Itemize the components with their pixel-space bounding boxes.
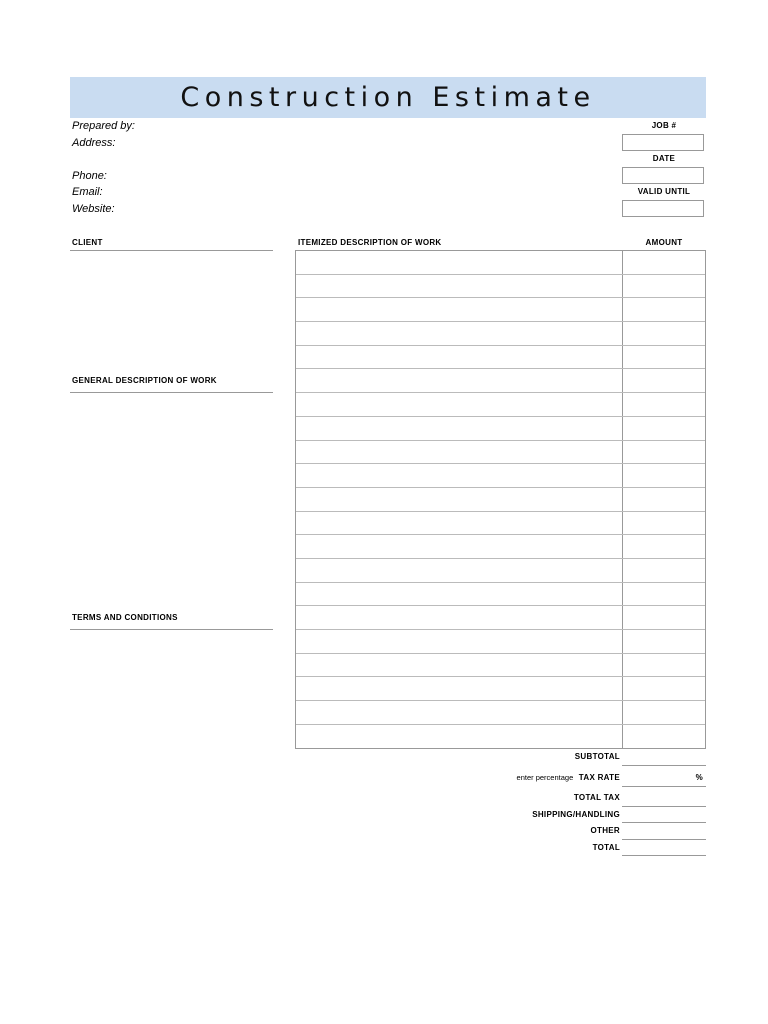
item-amount-cell[interactable] [623,606,705,629]
item-description-cell[interactable] [296,725,623,749]
client-divider [70,250,273,251]
item-amount-cell[interactable] [623,535,705,558]
item-description-cell[interactable] [296,701,623,724]
title-banner [70,77,706,118]
table-row [296,393,705,417]
client-field[interactable] [70,252,273,370]
itemized-table [295,250,706,749]
item-description-cell[interactable] [296,559,623,582]
general-description-divider [70,392,273,393]
item-description-cell[interactable] [296,677,623,700]
table-row [296,725,705,749]
subtotal-label: SUBTOTAL [574,752,620,761]
tax-rate-divider [622,786,706,787]
table-row [296,677,705,701]
table-row [296,322,705,346]
item-amount-cell[interactable] [623,654,705,677]
item-amount-cell[interactable] [623,322,705,345]
item-description-cell[interactable] [296,535,623,558]
item-description-cell[interactable] [296,298,623,321]
total-field[interactable] [622,855,706,856]
amount-header: AMOUNT [645,238,683,247]
item-amount-cell[interactable] [623,583,705,606]
item-amount-cell[interactable] [623,346,705,369]
table-row [296,441,705,465]
table-row [296,512,705,536]
item-description-cell[interactable] [296,441,623,464]
item-amount-cell[interactable] [623,441,705,464]
page-title: Construction Estimate [180,82,596,113]
item-description-cell[interactable] [296,346,623,369]
table-row [296,583,705,607]
item-description-cell[interactable] [296,393,623,416]
phone-label: Phone: [72,170,107,182]
itemized-description-header: ITEMIZED DESCRIPTION OF WORK [298,238,442,247]
table-row [296,701,705,725]
item-description-cell[interactable] [296,630,623,653]
date-label: DATE [652,154,676,163]
client-heading: CLIENT [72,238,103,247]
table-row [296,654,705,678]
tax-rate-label: TAX RATE [578,773,620,782]
total-label: TOTAL [592,843,620,852]
item-description-cell[interactable] [296,464,623,487]
table-row [296,464,705,488]
item-amount-cell[interactable] [623,630,705,653]
table-row [296,559,705,583]
item-amount-cell[interactable] [623,488,705,511]
item-description-cell[interactable] [296,275,623,298]
other-label: OTHER [590,826,620,835]
table-row [296,630,705,654]
item-amount-cell[interactable] [623,512,705,535]
valid-until-label: VALID UNTIL [637,187,691,196]
terms-heading: TERMS AND CONDITIONS [72,613,178,622]
tax-rate-field[interactable] [622,773,703,783]
item-description-cell[interactable] [296,322,623,345]
item-amount-cell[interactable] [623,417,705,440]
shipping-field[interactable] [622,822,706,823]
table-row [296,251,705,275]
shipping-label: SHIPPING/HANDLING [532,810,620,819]
total-tax-label: TOTAL TAX [573,793,620,802]
item-amount-cell[interactable] [623,251,705,274]
item-description-cell[interactable] [296,654,623,677]
table-row [296,298,705,322]
general-description-heading: GENERAL DESCRIPTION OF WORK [72,376,217,385]
item-amount-cell[interactable] [623,275,705,298]
item-description-cell[interactable] [296,606,623,629]
job-number-label: JOB # [651,121,677,130]
table-row [296,417,705,441]
item-amount-cell[interactable] [623,559,705,582]
table-row [296,275,705,299]
item-description-cell[interactable] [296,417,623,440]
tax-rate-row [517,773,620,783]
item-amount-cell[interactable] [623,298,705,321]
item-amount-cell[interactable] [623,393,705,416]
item-amount-cell[interactable] [623,369,705,392]
general-description-field[interactable] [70,394,273,608]
item-description-cell[interactable] [296,488,623,511]
subtotal-field[interactable] [622,765,706,766]
terms-field[interactable] [70,631,273,791]
email-label: Email: [72,186,103,198]
job-number-field[interactable] [622,134,704,151]
total-tax-field[interactable] [622,806,706,807]
percent-symbol: % [695,773,703,782]
item-amount-cell[interactable] [623,701,705,724]
date-field[interactable] [622,167,704,184]
item-description-cell[interactable] [296,583,623,606]
item-description-cell[interactable] [296,251,623,274]
website-label: Website: [72,203,115,215]
table-row [296,606,705,630]
table-row [296,488,705,512]
terms-divider [70,629,273,630]
item-description-cell[interactable] [296,369,623,392]
address-label: Address: [72,137,116,149]
valid-until-field[interactable] [622,200,704,217]
tax-hint: enter percentage [516,773,574,782]
table-row [296,535,705,559]
item-description-cell[interactable] [296,512,623,535]
prepared-by-label: Prepared by: [72,120,135,132]
item-amount-cell[interactable] [623,725,705,749]
item-amount-cell[interactable] [623,677,705,700]
other-field[interactable] [622,839,706,840]
table-row [296,369,705,393]
table-row [296,346,705,370]
item-amount-cell[interactable] [623,464,705,487]
